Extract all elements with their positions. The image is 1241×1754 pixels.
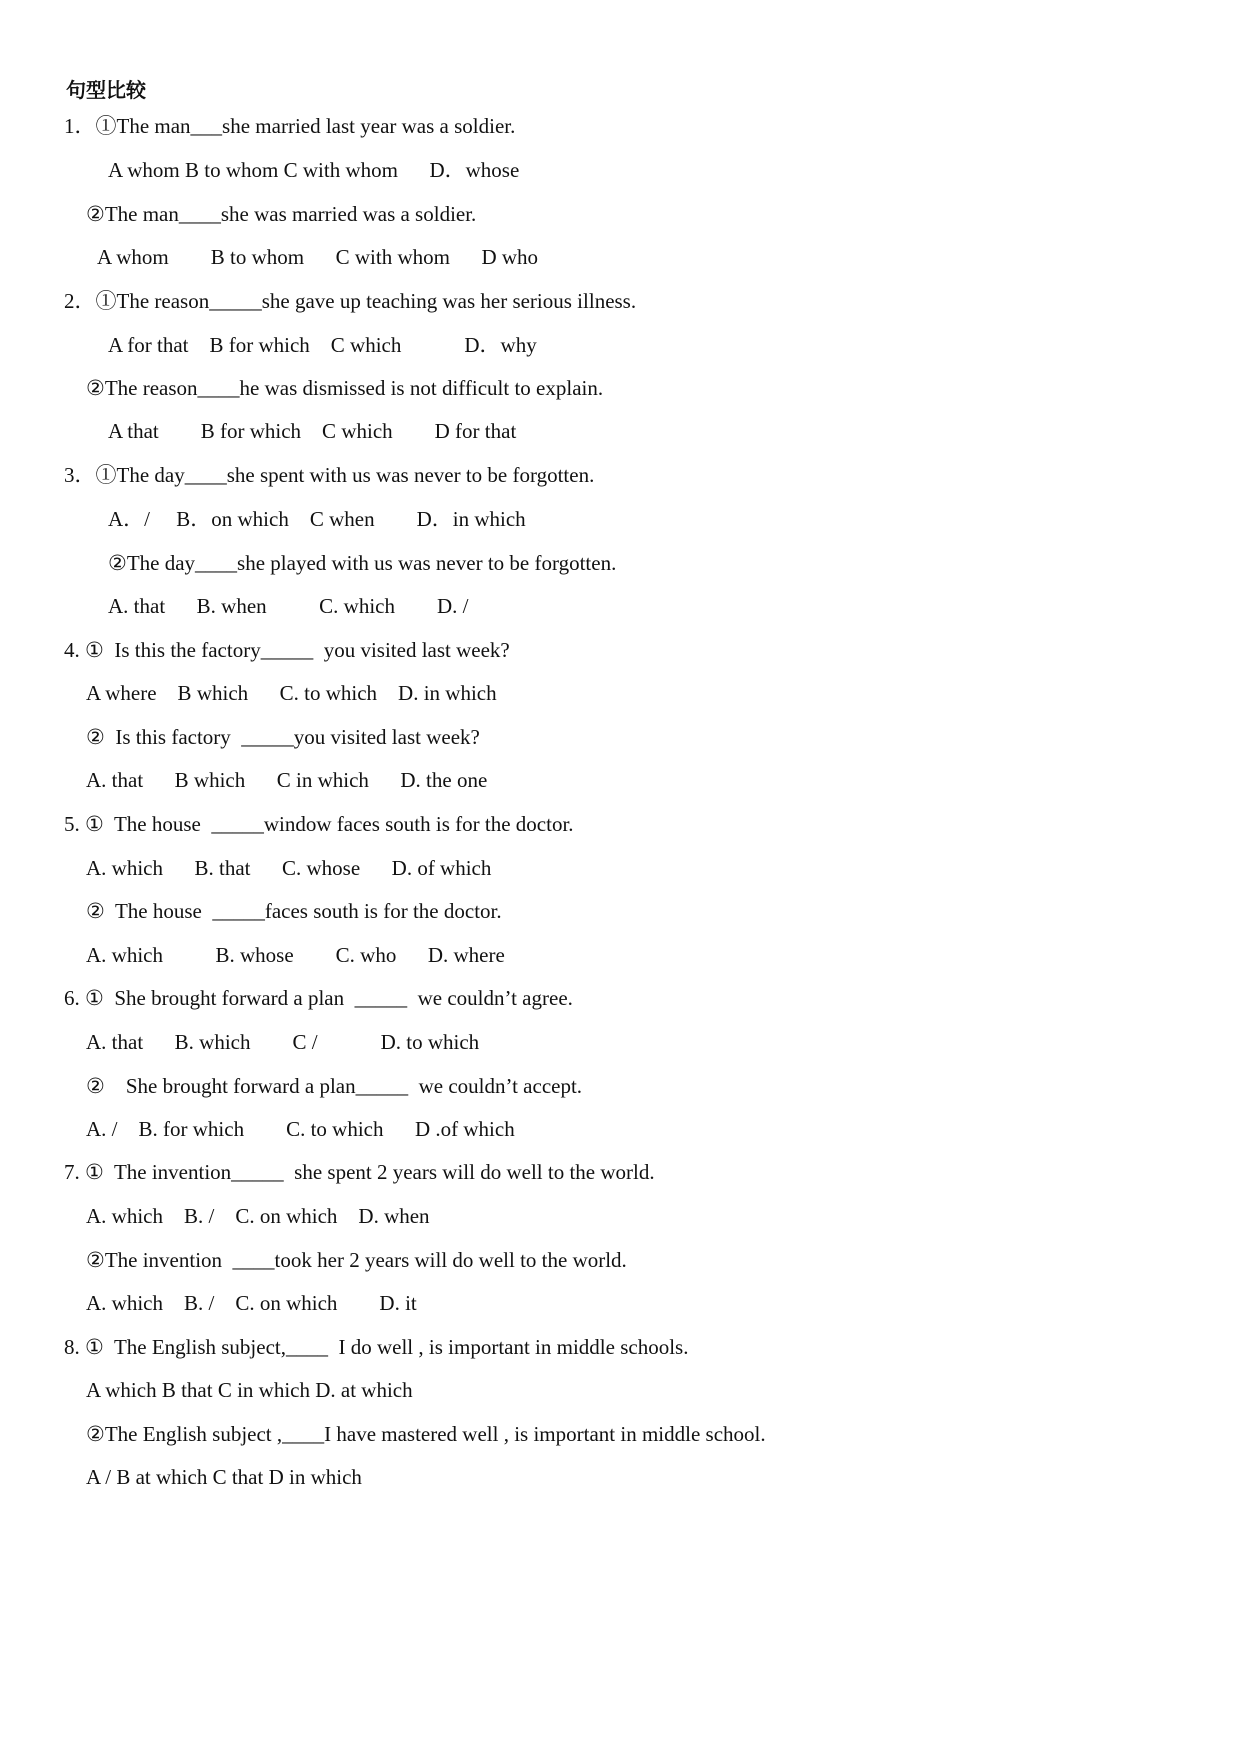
q5-options-1: A. which B. that C. whose D. of which [86,856,492,880]
q5-stem-1: 5. ① The house _____window faces south is for the doctor. [64,812,574,836]
q4-options-2: A. that B which C in which D. the one [86,768,488,792]
q6-stem-1: 6. ① She brought forward a plan _____ we couldn’t agree. [64,986,573,1010]
q7-stem-2: ②The invention ____took her 2 years will do well to the world. [86,1248,627,1272]
q7-options-1: A. which B. / C. on which D. when [86,1204,430,1228]
q8-stem-1: 8. ① The English subject,____ I do well , is important in middle schools. [64,1335,689,1359]
q6-stem-2: ② She brought forward a plan_____ we couldn’t accept. [86,1074,583,1098]
q4-options-1: A where B which C. to which D. in which [86,681,497,705]
q7-stem-1: 7. ① The invention_____ she spent 2 years will do well to the world. [64,1160,655,1184]
q3-stem-1: 3．①The day____she spent with us was never to be forgotten. [64,463,595,487]
q3-options-2: A. that B. when C. which D. / [108,594,469,618]
q1-options-1: A whom B to whom C with whom D．whose [108,158,520,182]
q5-stem-2: ② The house _____faces south is for the doctor. [86,899,502,923]
q3-options-1: A．/ B．on which C when D．in which [108,507,526,531]
q1-stem-1: 1．①The man___she married last year was a soldier. [64,114,516,138]
q1-options-2: A whom B to whom C with whom D who [97,245,539,269]
q8-options-1: A which B that C in which D. at which [86,1378,413,1402]
q6-options-1: A. that B. which C / D. to which [86,1030,480,1054]
q3-stem-2: ②The day____she played with us was never to be forgotten. [108,551,617,575]
page-title: 句型比较 [66,78,146,102]
q1-stem-2: ②The man____she was married was a soldier. [86,202,477,226]
q4-stem-2: ② Is this factory _____you visited last week? [86,725,480,749]
q2-options-2: A that B for which C which D for that [108,419,517,443]
q2-options-1: A for that B for which C which D．why [108,333,537,357]
q6-options-2: A. / B. for which C. to which D .of which [86,1117,515,1141]
q2-stem-1: 2．①The reason_____she gave up teaching was her serious illness. [64,289,637,313]
q2-stem-2: ②The reason____he was dismissed is not difficult to explain. [86,376,604,400]
q8-options-2: A / B at which C that D in which [86,1465,362,1489]
q7-options-2: A. which B. / C. on which D. it [86,1291,417,1315]
q4-stem-1: 4. ① Is this the factory_____ you visited last week? [64,638,510,662]
q5-options-2: A. which B. whose C. who D. where [86,943,505,967]
q8-stem-2: ②The English subject ,____I have mastered well , is important in middle school. [86,1422,766,1446]
